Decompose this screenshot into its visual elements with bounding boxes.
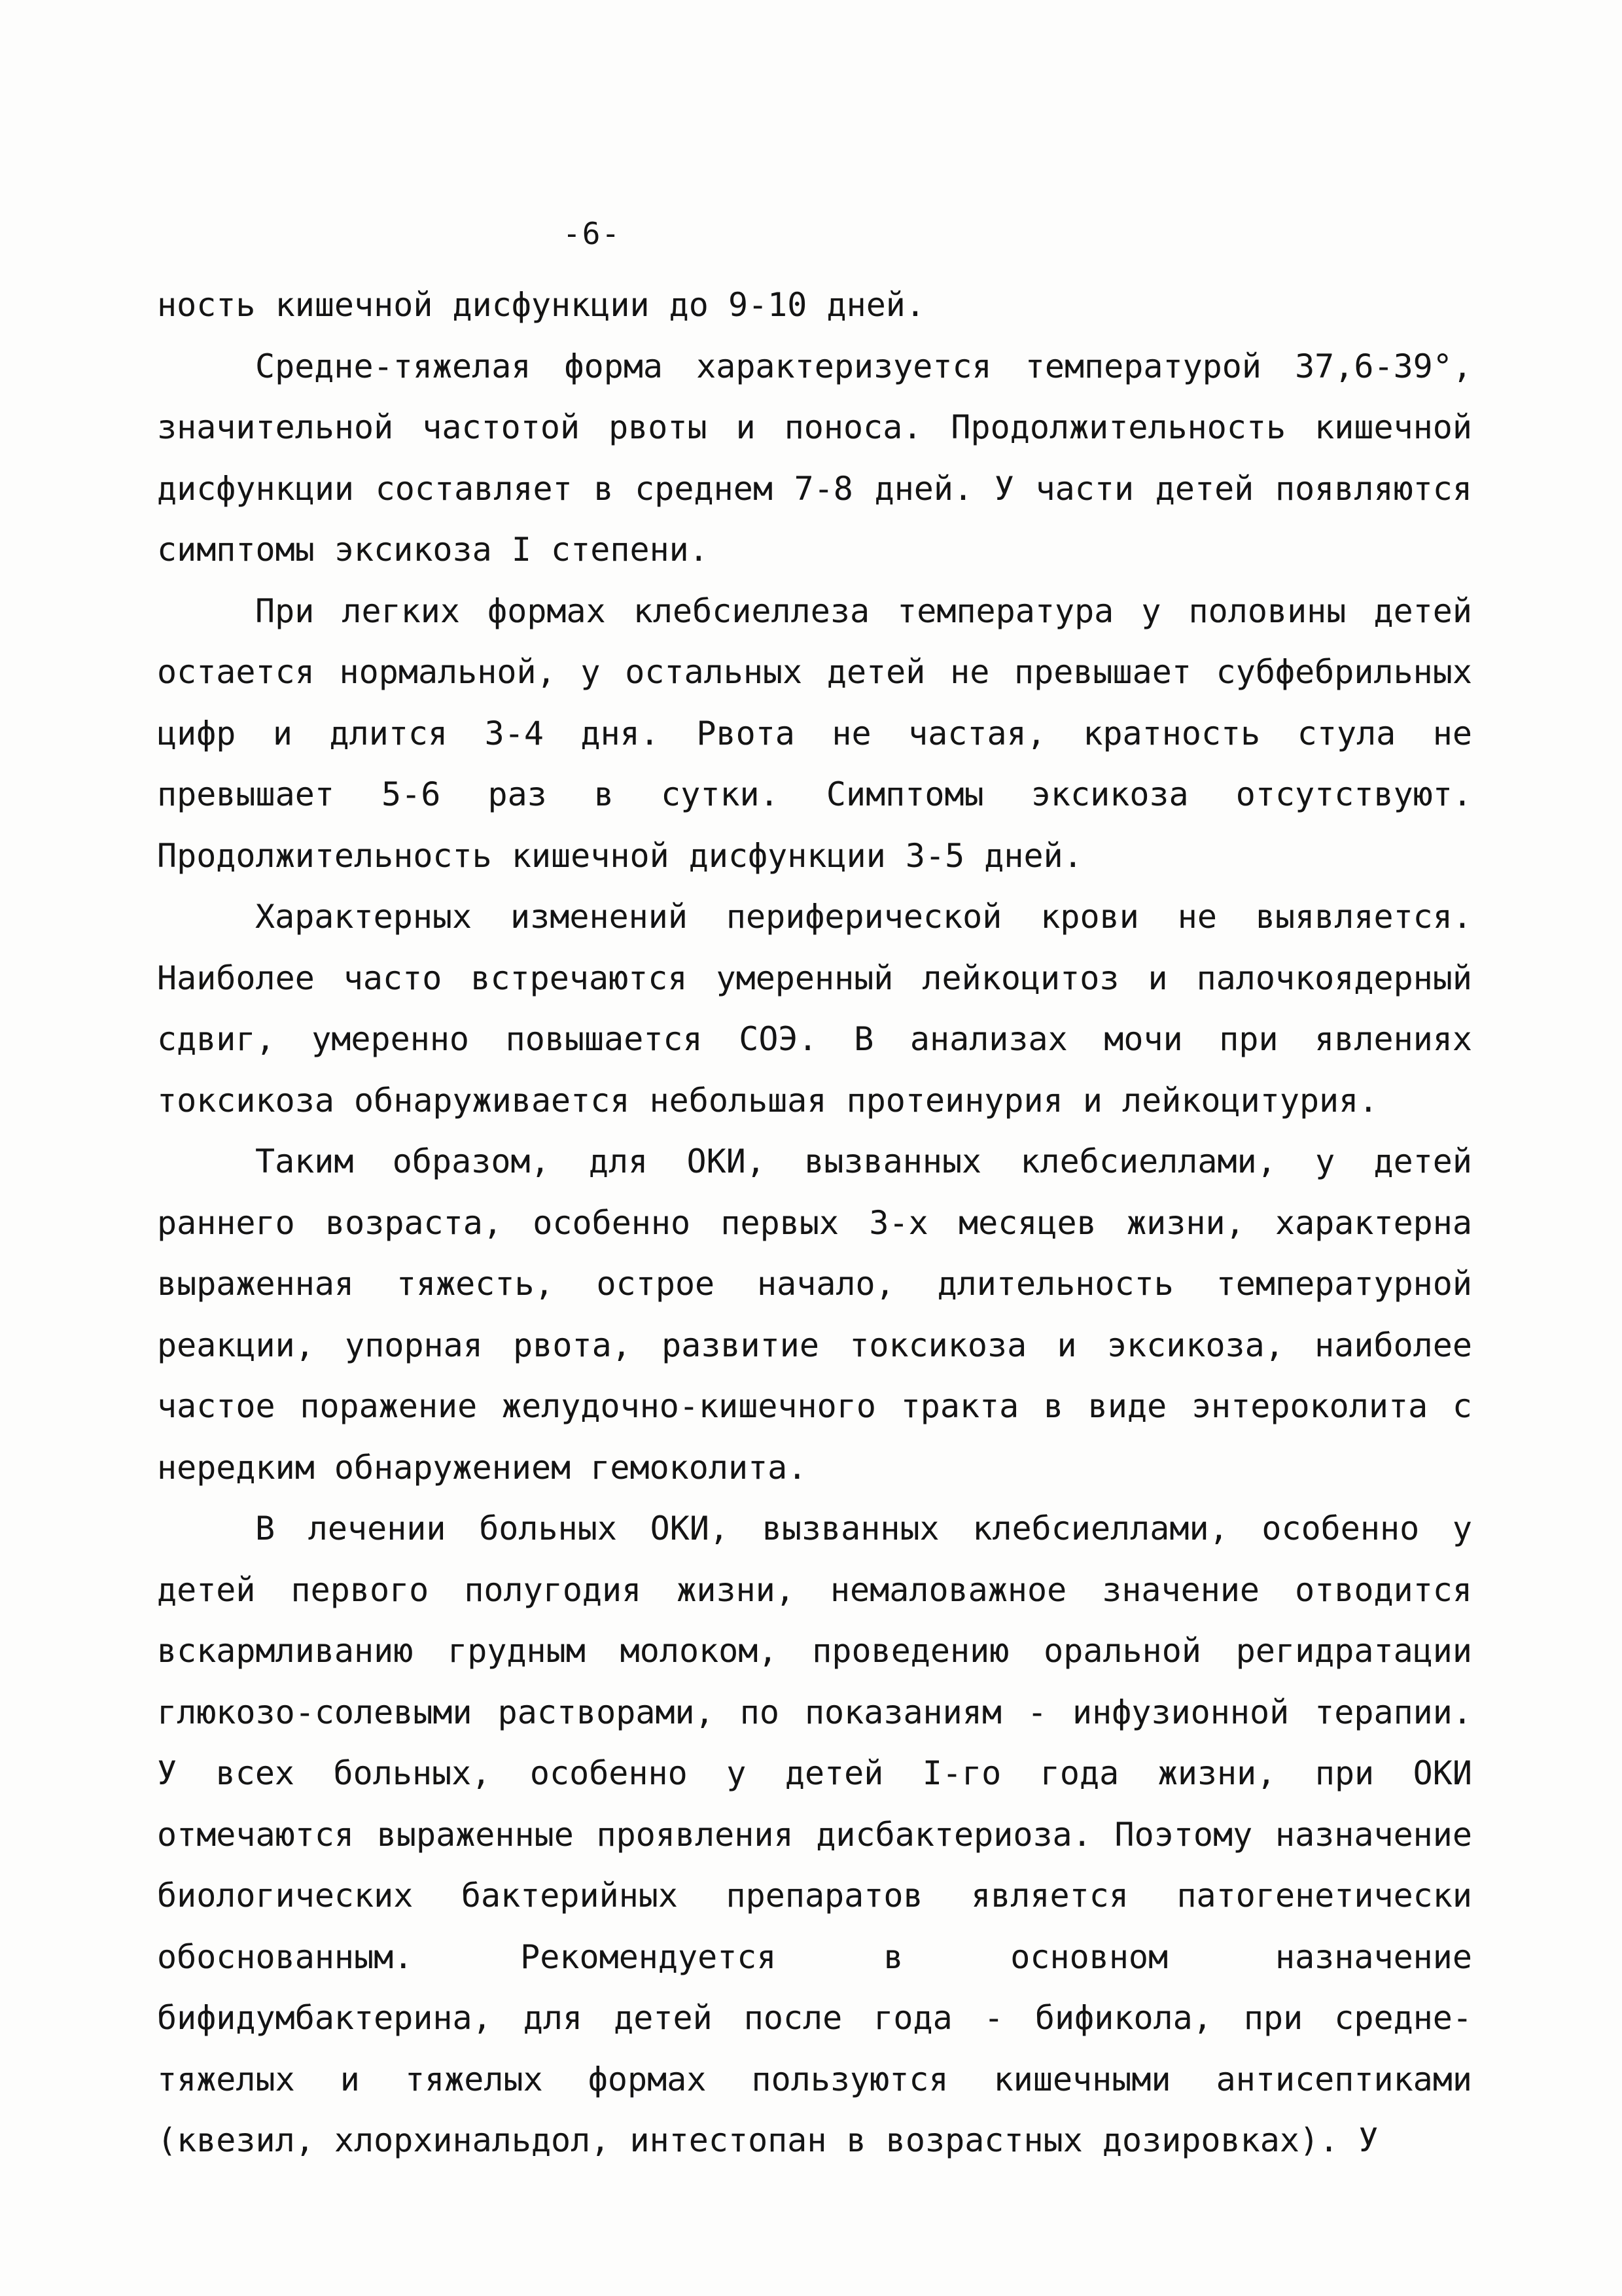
paragraph-continuation: ность кишечной дисфункции до 9-10 дней. (157, 286, 925, 324)
paragraph-moderate-form: Средне-тяжелая форма характеризуется температурой 37,6-39°, значительной частотой рвоты и поноса. Продолжительность кишечной дисфункции составляет в среднем 7-8 дней. У части детей появляются симптомы эксикоза I степени. (157, 347, 1472, 569)
paragraph-mild-form: При легких формах клебсиеллеза температура у половины детей остается нормальной, у остальных детей не превышает субфебрильных цифр и длится 3-4 дня. Рвота не частая, кратность стула не превышает 5-6 раз в сутки. Симптомы эксикоза отсутствуют. Продолжительность кишечной дисфункции 3-5 дней. (157, 592, 1472, 875)
paragraph-conclusion: Таким образом, для ОКИ, вызванных клебсиеллами, у детей раннего возраста, особенно первых 3-х месяцев жизни, характерна выраженная тяжесть, острое начало, длительность температурной реакции, упорная рвота, развитие токсикоза и эксикоза, наиболее частое поражение желудочно-кишечного тракта в виде энтероколита с нередким обнаружением гемоколита. (157, 1142, 1472, 1487)
page-number: -6- (563, 216, 622, 251)
paragraph-blood-changes: Характерных изменений периферической крови не выявляется. Наиболее часто встречаются умеренный лейкоцитоз и палочкоядерный сдвиг, умеренно повышается СОЭ. В анализах мочи при явлениях токсикоза обнаруживается небольшая протеинурия и лейкоцитурия. (157, 898, 1472, 1120)
body-text (157, 275, 1472, 2172)
paragraph-treatment: В лечении больных ОКИ, вызванных клебсиеллами, особенно у детей первого полугодия жизни, немаловажное значение отводится вскармливанию грудным молоком, проведению оральной регидратации глюкозо-солевыми растворами, по показаниям - инфузионной терапии. У всех больных, особенно у детей I-го года жизни, при ОКИ отмечаются выраженные проявления дисбактериоза. Поэтому назначение биологических бактерийных препаратов является патогенетически обоснованным. Рекомендуется в основном назначение бифидумбактерина, для детей после года - бификола, при средне-тяжелых и тяжелых формах пользуются кишечными антисептиками (квезил, хлорхинальдол, интестопан в возрастных дозировках). У (157, 1510, 1472, 2159)
